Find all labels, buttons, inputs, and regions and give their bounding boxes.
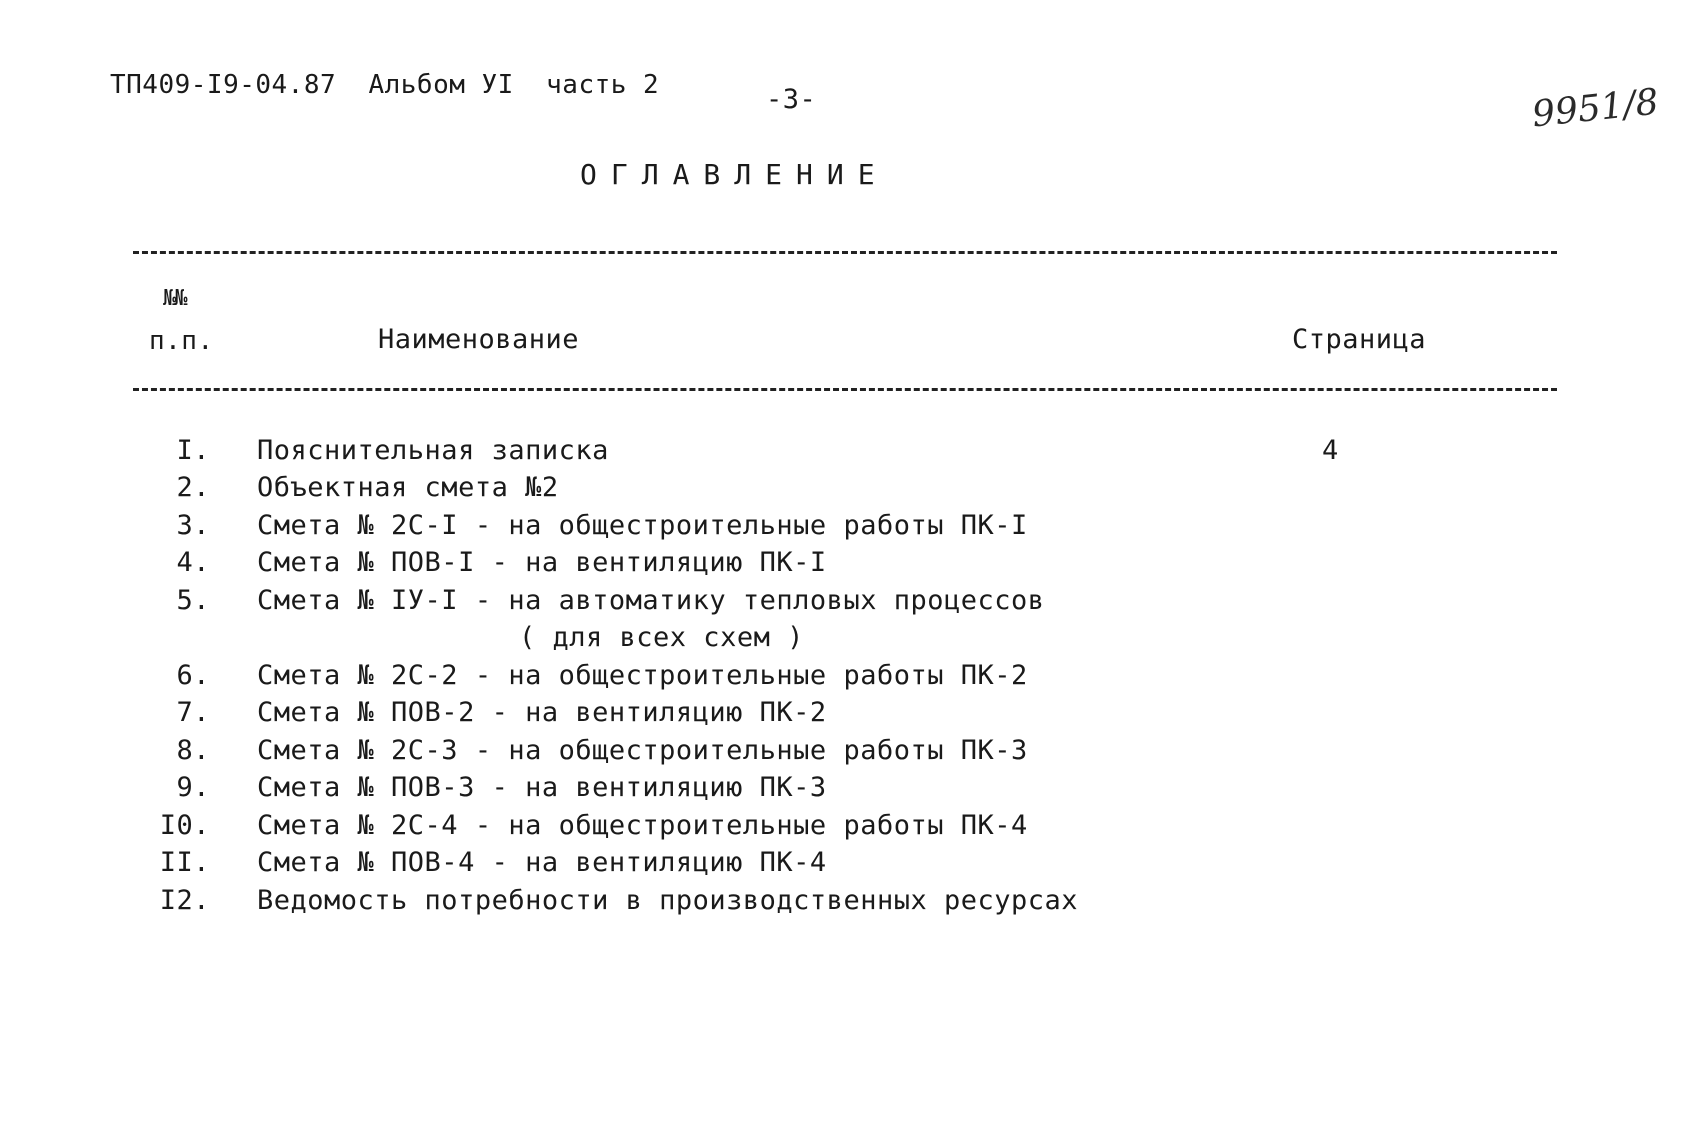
entry-name: Смета № 2С-2 - на общестроительные работы ПК-2	[257, 660, 1028, 691]
entry-number: 9.	[176, 772, 210, 803]
entry-name: Смета № 2С-4 - на общестроительные работы ПК-4	[257, 810, 1028, 841]
entry-name: Смета № IУ-I - на автоматику тепловых процессов	[257, 585, 1045, 616]
entry-name: Объектная смета №2	[257, 472, 559, 503]
entry-name: Пояснительная записка	[257, 435, 609, 466]
entry-name: Смета № ПОВ-I - на вентиляцию ПК-I	[257, 547, 827, 578]
handwritten-archive-number: 9951/8	[1530, 81, 1661, 136]
contents-entry	[0, 435, 1687, 472]
column-header-item-number: п.п.	[149, 326, 214, 356]
page-number: -3-	[766, 84, 817, 115]
contents-entry	[0, 772, 1687, 809]
entry-number: 2.	[176, 472, 210, 503]
contents-entry	[0, 847, 1687, 884]
entry-number: 5.	[176, 585, 210, 616]
contents-entry	[0, 472, 1687, 509]
entry-name: Смета № 2С-3 - на общестроительные работы ПК-3	[257, 735, 1028, 766]
entry-number: 7.	[176, 697, 210, 728]
contents-entry	[0, 697, 1687, 734]
entry-number: I2.	[159, 885, 210, 916]
entry-name: Смета № ПОВ-2 - на вентиляцию ПК-2	[257, 697, 827, 728]
entry-number: I.	[176, 435, 210, 466]
page-title: ОГЛАВЛЕНИЕ	[580, 158, 889, 191]
contents-entry	[0, 810, 1687, 847]
table-header-rule	[133, 388, 1557, 391]
entry-name: Ведомость потребности в производственных ресурсах	[257, 885, 1079, 916]
table-top-rule	[133, 251, 1557, 254]
contents-entry	[0, 510, 1687, 547]
document-code: ТП409-I9-04.87 Альбом УI часть 2	[110, 70, 660, 100]
entry-continuation: ( для всех схем )	[519, 622, 804, 653]
entry-name: Смета № ПОВ-3 - на вентиляцию ПК-3	[257, 772, 827, 803]
entry-page: 4	[1322, 435, 1339, 466]
column-header-name: Наименование	[378, 324, 580, 355]
column-header-number-sign: №№	[163, 286, 186, 311]
contents-entry	[0, 585, 1687, 622]
contents-entry	[0, 660, 1687, 697]
entry-number: I0.	[159, 810, 210, 841]
entry-name: Смета № 2С-I - на общестроительные работы ПК-I	[257, 510, 1028, 541]
contents-entry	[0, 885, 1687, 922]
entry-number: 6.	[176, 660, 210, 691]
entry-number: 8.	[176, 735, 210, 766]
contents-entry	[0, 547, 1687, 584]
entry-number: 4.	[176, 547, 210, 578]
entry-number: 3.	[176, 510, 210, 541]
column-header-page: Страница	[1292, 324, 1427, 355]
contents-entry	[0, 735, 1687, 772]
entry-name: Смета № ПОВ-4 - на вентиляцию ПК-4	[257, 847, 827, 878]
entry-number: II.	[159, 847, 210, 878]
